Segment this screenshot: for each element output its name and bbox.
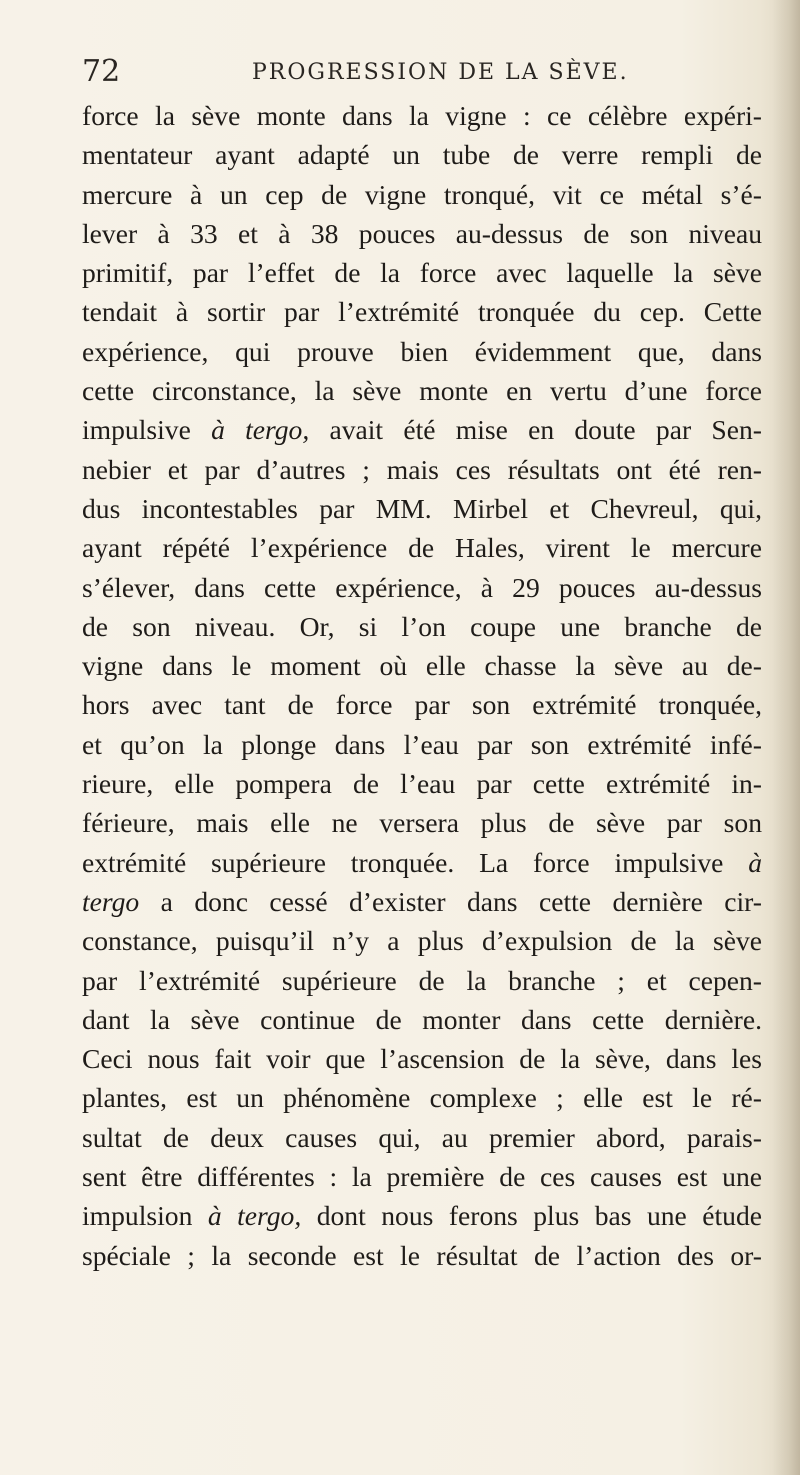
text-line: Ceci nous fait voir que l’ascension de la sève, dans les bbox=[82, 1043, 762, 1075]
text-line: impulsive à tergo, avait été mise en doute par Sen- bbox=[82, 414, 762, 446]
text-line: constance, puisqu’il n’y a plus d’expulsion de la sève bbox=[82, 925, 762, 957]
text-line: mentateur ayant adapté un tube de verre rempli de bbox=[82, 139, 762, 171]
text-line: nebier et par d’autres ; mais ces résultats ont été ren- bbox=[82, 453, 762, 485]
text-line: férieure, mais elle ne versera plus de sève par son bbox=[82, 807, 762, 839]
text-line: par l’extrémité supérieure de la branche ; et cepen- bbox=[82, 964, 762, 996]
text-line: et qu’on la plonge dans l’eau par son extrémité infé- bbox=[82, 728, 762, 760]
text-line: sultat de deux causes qui, au premier abord, parais- bbox=[82, 1121, 762, 1153]
text-line: vigne dans le moment où elle chasse la sève au de- bbox=[82, 650, 762, 682]
text-line: ayant répété l’expérience de Hales, virent le mercure bbox=[82, 532, 762, 564]
text-line: de son niveau. Or, si l’on coupe une branche de bbox=[82, 610, 762, 642]
text-line: force la sève monte dans la vigne : ce célèbre expéri- bbox=[82, 100, 762, 131]
text-line: cette circonstance, la sève monte en vertu d’une force bbox=[82, 375, 762, 407]
text-line: spéciale ; la seconde est le résultat de l’action des or- bbox=[82, 1239, 762, 1271]
text-line: tendait à sortir par l’extrémité tronquée du cep. Cette bbox=[82, 296, 762, 328]
text-line: expérience, qui prouve bien évidemment que, dans bbox=[82, 335, 762, 367]
text-line: dus incontestables par MM. Mirbel et Chevreul, qui, bbox=[82, 492, 762, 524]
text-line: rieure, elle pompera de l’eau par cette extrémité in- bbox=[82, 768, 762, 800]
text-line: lever à 33 et à 38 pouces au-dessus de son niveau bbox=[82, 217, 762, 249]
text-line: dant la sève continue de monter dans cette dernière. bbox=[82, 1003, 762, 1035]
body-text bbox=[82, 96, 762, 1275]
text-line: hors avec tant de force par son extrémité tronquée, bbox=[82, 689, 762, 721]
text-line: s’élever, dans cette expérience, à 29 pouces au-dessus bbox=[82, 571, 762, 603]
running-title: PROGRESSION DE LA SÈVE. bbox=[252, 60, 629, 85]
page-edge-shadow bbox=[772, 0, 800, 1475]
page-number: 72 bbox=[82, 54, 121, 89]
text-line: sent être différentes : la première de ces causes est une bbox=[82, 1161, 762, 1193]
text-line: impulsion à tergo, dont nous ferons plus bas une étude bbox=[82, 1200, 762, 1232]
text-line: mercure à un cep de vigne tronqué, vit ce métal s’é- bbox=[82, 178, 762, 210]
text-line: plantes, est un phénomène complexe ; elle est le ré- bbox=[82, 1082, 762, 1114]
text-line: extrémité supérieure tronquée. La force impulsive à bbox=[82, 846, 762, 878]
text-line: tergo a donc cessé d’exister dans cette dernière cir- bbox=[82, 885, 762, 917]
running-head bbox=[82, 52, 782, 92]
text-line: primitif, par l’effet de la force avec laquelle la sève bbox=[82, 257, 762, 289]
